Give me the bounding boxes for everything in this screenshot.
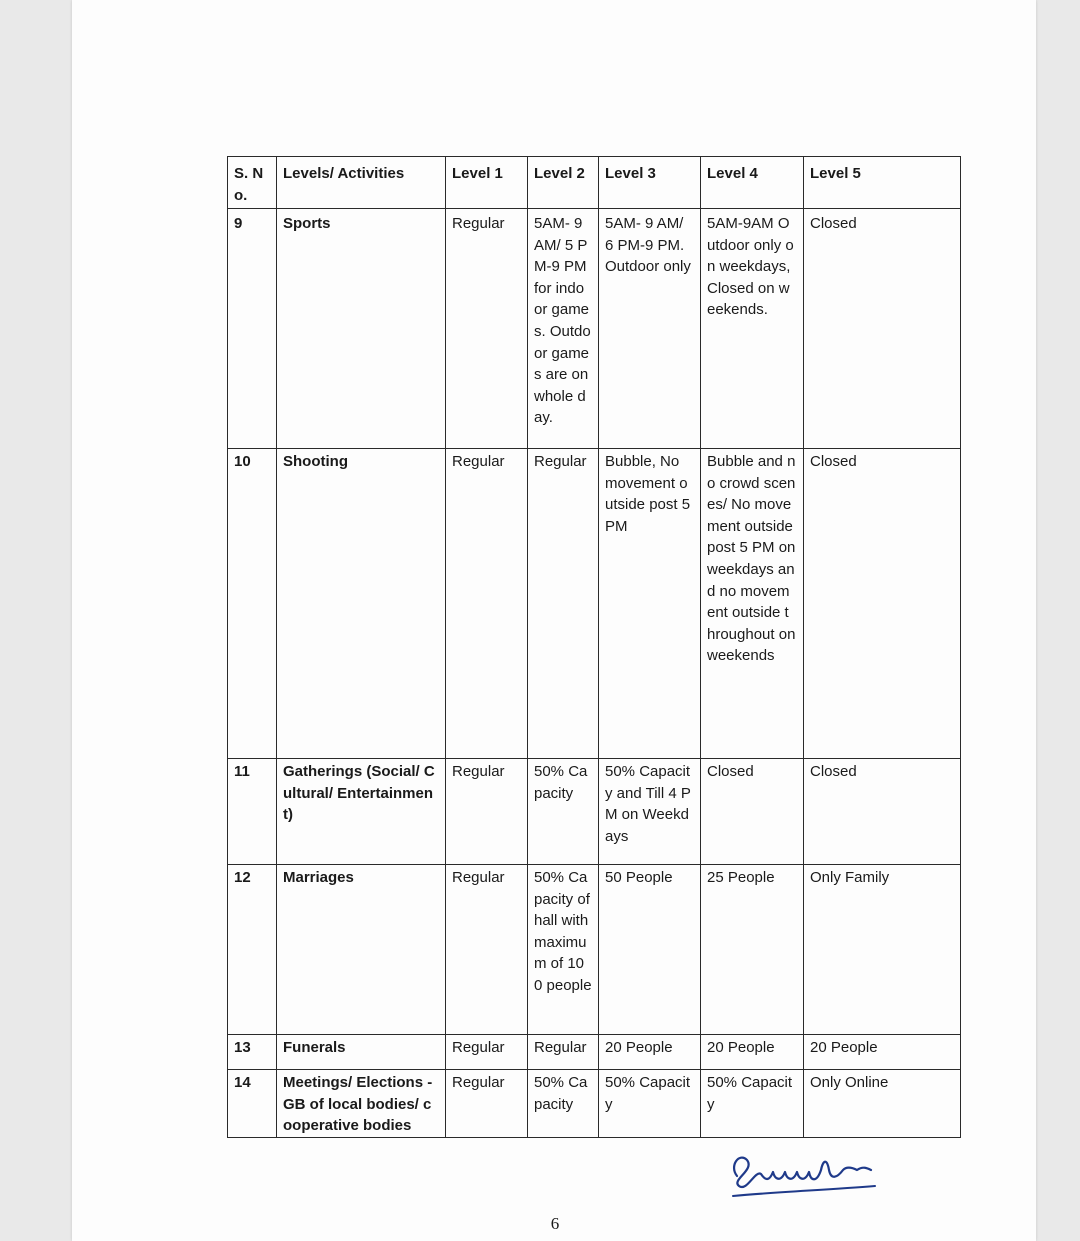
table-row — [228, 865, 961, 1035]
row-level-3: 20 People — [599, 1035, 701, 1070]
row-level-5: Closed — [804, 209, 961, 449]
row-activity: Sports — [277, 209, 446, 449]
row-level-4: 25 People — [701, 865, 804, 1035]
row-activity: Gatherings (Social/ Cultural/ Entertainment) — [277, 759, 446, 865]
header-level-5: Level 5 — [804, 157, 961, 209]
page-number: 6 — [550, 1214, 560, 1233]
table-header-row — [228, 157, 961, 209]
row-sno: 9 — [228, 209, 277, 449]
row-level-3: 50% Capacity and Till 4 PM on Weekdays — [599, 759, 701, 865]
row-level-2: Regular — [528, 1035, 599, 1070]
row-level-3: 50% Capacity — [599, 1070, 701, 1138]
row-level-2: Regular — [528, 449, 599, 759]
row-sno: 11 — [228, 759, 277, 865]
table-row — [228, 209, 961, 449]
row-level-3: Bubble, No movement outside post 5 PM — [599, 449, 701, 759]
row-level-1: Regular — [446, 209, 528, 449]
row-level-3: 5AM- 9 AM/ 6 PM-9 PM. Outdoor only — [599, 209, 701, 449]
row-level-4: Bubble and no crowd scenes/ No movement outside post 5 PM on weekdays and no movement outside throughout on weekends — [701, 449, 804, 759]
header-level-1: Level 1 — [446, 157, 528, 209]
table-row — [228, 449, 961, 759]
row-sno: 10 — [228, 449, 277, 759]
row-level-4: 50% Capacity — [701, 1070, 804, 1138]
row-level-4: 20 People — [701, 1035, 804, 1070]
row-activity: Marriages — [277, 865, 446, 1035]
row-level-5: 20 People — [804, 1035, 961, 1070]
table-row — [228, 759, 961, 865]
row-level-5: Only Online — [804, 1070, 961, 1138]
row-level-1: Regular — [446, 759, 528, 865]
table-row — [228, 1070, 961, 1138]
header-activity: Levels/ Activities — [277, 157, 446, 209]
row-activity: Funerals — [277, 1035, 446, 1070]
signature-underline — [733, 1186, 875, 1196]
row-level-1: Regular — [446, 865, 528, 1035]
row-level-1: Regular — [446, 1035, 528, 1070]
row-level-2: 5AM- 9 AM/ 5 PM-9 PM for indoor games. Outdoor games are on whole day. — [528, 209, 599, 449]
header-sno: S. No. — [228, 157, 277, 209]
row-level-4: Closed — [701, 759, 804, 865]
row-activity: Shooting — [277, 449, 446, 759]
header-level-3: Level 3 — [599, 157, 701, 209]
restrictions-table — [227, 156, 961, 1138]
row-level-2: 50% Capacity — [528, 1070, 599, 1138]
signature-icon — [725, 1140, 885, 1210]
row-level-3: 50 People — [599, 865, 701, 1035]
row-sno: 13 — [228, 1035, 277, 1070]
row-level-2: 50% Capacity — [528, 759, 599, 865]
row-level-1: Regular — [446, 1070, 528, 1138]
row-level-2: 50% Capacity of hall with maximum of 100 people — [528, 865, 599, 1035]
row-level-4: 5AM-9AM Outdoor only on weekdays, Closed on weekends. — [701, 209, 804, 449]
row-activity: Meetings/ Elections - GB of local bodies/ cooperative bodies — [277, 1070, 446, 1138]
row-level-1: Regular — [446, 449, 528, 759]
row-level-5: Closed — [804, 449, 961, 759]
row-sno: 12 — [228, 865, 277, 1035]
row-level-5: Closed — [804, 759, 961, 865]
table-row — [228, 1035, 961, 1070]
row-level-5: Only Family — [804, 865, 961, 1035]
row-sno: 14 — [228, 1070, 277, 1138]
header-level-2: Level 2 — [528, 157, 599, 209]
signature-stroke — [734, 1158, 871, 1187]
header-level-4: Level 4 — [701, 157, 804, 209]
